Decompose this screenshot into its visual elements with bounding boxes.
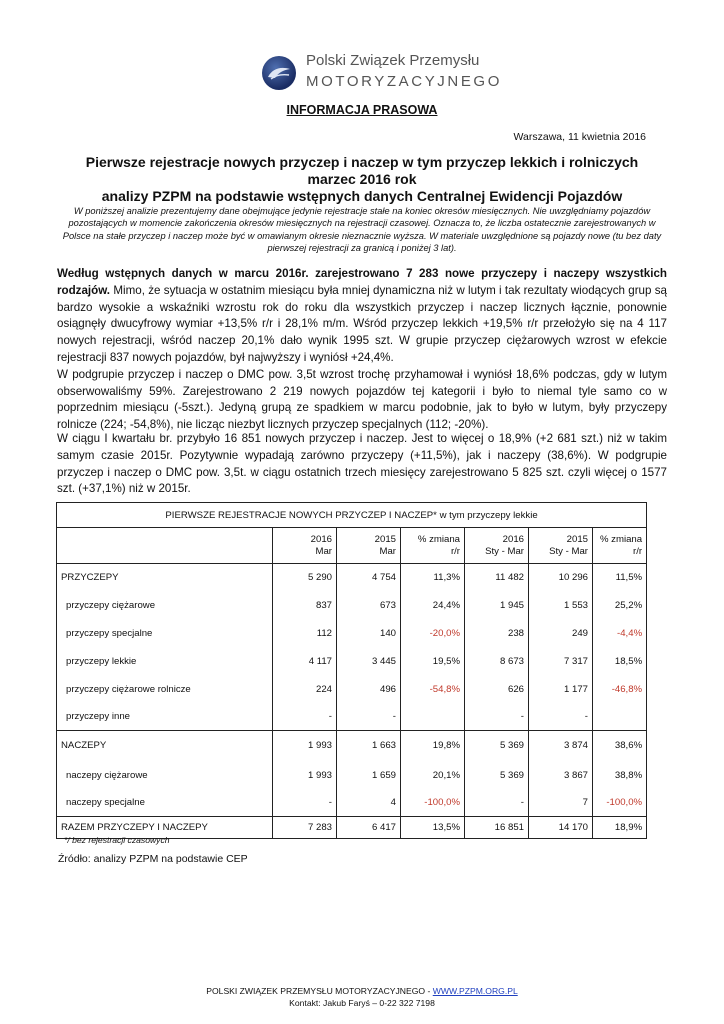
title-line-2: marzec 2016 rok — [307, 171, 417, 187]
table-cell: 11 482 — [465, 564, 529, 592]
table-cell: 238 — [465, 620, 529, 648]
column-header-line: r/r — [633, 545, 643, 557]
table-cell: 496 — [337, 676, 401, 704]
row-label: RAZEM PRZYCZEPY I NACZEPY — [57, 817, 273, 839]
column-header-line: % zmiana — [599, 533, 643, 545]
table-cell: 10 296 — [529, 564, 593, 592]
row-label: przyczepy ciężarowe rolnicze — [57, 676, 273, 704]
table-cell: -20,0% — [401, 620, 465, 648]
table-cell: 11,5% — [593, 564, 647, 592]
table-column-header — [593, 528, 647, 564]
table-cell: 1 659 — [337, 761, 401, 790]
document-date: Warszawa, 11 kwietnia 2016 — [513, 131, 646, 143]
disclaimer-note: W poniższej analizie prezentujemy dane obejmujące jedynie rejestracje stałe na koniec okresów miesięcznych. Nie uwzględniamy pojazdów pozostających w momencie zakończenia okresów miesięcznych na rejestracji czasowej. Oznacza to, że liczba ostatecznie zarejestrowanych w Polsce na stałe przyczep i naczep może być w omawianym okresie nieznacznie wyższa. W materiale uwzględnione są pojazdy nowe (tu bez daty pierwszej rejestracji za granicą i poniżej 3 lat). — [62, 206, 662, 253]
table-cell: 13,5% — [401, 817, 465, 839]
header-empty-cell — [57, 528, 273, 564]
table-row — [57, 731, 647, 761]
table-cell: 249 — [529, 620, 593, 648]
table-cell: 7 317 — [529, 648, 593, 676]
table-cell: 5 369 — [465, 761, 529, 790]
table-row — [57, 564, 647, 592]
document-title — [60, 154, 664, 188]
column-header-line: 2015 — [374, 533, 396, 545]
footer-website-link[interactable]: WWW.PZPM.ORG.PL — [432, 986, 518, 996]
table-column-header — [273, 528, 337, 564]
table-cell: 4 754 — [337, 564, 401, 592]
table-cell: 1 553 — [529, 592, 593, 620]
table-cell: 1 993 — [273, 761, 337, 790]
column-header-line: r/r — [450, 545, 460, 557]
table-footnote: */ bez rejestracji czasowych — [64, 835, 170, 845]
table-cell: - — [465, 704, 529, 731]
table-row — [57, 761, 647, 790]
table-cell: 4 — [337, 790, 401, 817]
row-label: przyczepy inne — [57, 704, 273, 731]
table-cell: - — [273, 704, 337, 731]
table-cell: 673 — [337, 592, 401, 620]
column-header-line: % zmiana — [417, 533, 460, 545]
press-release-label: INFORMACJA PRASOWA — [286, 103, 438, 117]
table-cell: 19,8% — [401, 731, 465, 761]
table-cell: 4 117 — [273, 648, 337, 676]
table-cell: 18,9% — [593, 817, 647, 839]
table-row — [57, 704, 647, 731]
table-row — [57, 676, 647, 704]
table-cell: 11,3% — [401, 564, 465, 592]
registrations-table — [56, 502, 647, 839]
column-header-line: 2015 — [566, 533, 588, 545]
table-cell: 16 851 — [465, 817, 529, 839]
table-cell: -100,0% — [401, 790, 465, 817]
paragraph-dmc-subgroup: W podgrupie przyczep i naczep o DMC pow. 3,5t wzrost trochę przyhamował i wyniósł 18,6% podczas, gdy w lutym obserwowaliśmy 59%. Zarejestrowano 2 219 nowych pojazdów tej kategorii i było to niemal tyle samo co w poprzednim miesiącu (-5szt.). Jedyną grupą ze spadkiem w marcu podobnie, jak to było w lutym, były przyczepy rolnicze (224; -54,8%), nie licząc niezbyt licznych przyczep specjalnych (112; -20%). — [57, 367, 667, 432]
document-subtitle: analizy PZPM na podstawie wstępnych danych Centralnej Ewidencji Pojazdów — [101, 188, 623, 204]
table-cell: 7 283 — [273, 817, 337, 839]
table-cell: - — [273, 790, 337, 817]
table-cell: 1 663 — [337, 731, 401, 761]
row-label: PRZYCZEPY — [57, 564, 273, 592]
table-cell: 5 369 — [465, 731, 529, 761]
table-cell: 3 874 — [529, 731, 593, 761]
row-label: przyczepy ciężarowe — [57, 592, 273, 620]
table-row — [57, 790, 647, 817]
table-cell: -100,0% — [593, 790, 647, 817]
table-cell: - — [337, 704, 401, 731]
table-cell: 140 — [337, 620, 401, 648]
paragraph-body: Mimo, że sytuacja w ostatnim miesiącu była mniej dynamiczna niż w lutym i tak rezultaty wiodących grup są bardzo wysokie a wskaźniki wzrostu rok do roku dla wszystkich przyczep i naczep licznych łącznie, ponownie osiągnęły dwucyfrowy wymiar +13,5% r/r i 28,1% m/m. Wśród przyczep lekkich +19,5% r/r przełożyło się na 4 117 nowych rejestracji, wśród naczep 20,1% dało wynik 1995 szt. W grupie przyczep ciężarowych wzrost w efekcie rejestracji 837 nowych pojazdów, był najwyższy i wyniósł +24,4%. — [57, 283, 667, 364]
row-label: naczepy ciężarowe — [57, 761, 273, 790]
footer-contact: Kontakt: Jakub Faryś – 0-22 322 7198 — [289, 998, 435, 1008]
table-cell: -46,8% — [593, 676, 647, 704]
title-line-1: Pierwsze rejestracje nowych przyczep i naczep w tym przyczep lekkich i rolniczych — [85, 154, 639, 170]
table-cell: 5 290 — [273, 564, 337, 592]
table-cell: 6 417 — [337, 817, 401, 839]
page-footer — [0, 985, 724, 1009]
table-column-header — [401, 528, 465, 564]
logo-text-line2: MOTORYZACYJNEGO — [306, 73, 502, 90]
table-cell: 3 445 — [337, 648, 401, 676]
table-cell: 112 — [273, 620, 337, 648]
table-column-header — [337, 528, 401, 564]
row-label: przyczepy specjalne — [57, 620, 273, 648]
pzpm-emblem-icon — [262, 56, 296, 90]
column-header-line: Sty - Mar — [485, 545, 524, 557]
table-cell: 7 — [529, 790, 593, 817]
logo-text-line1: Polski Związek Przemysłu — [306, 52, 480, 69]
table-cell: 1 945 — [465, 592, 529, 620]
table-cell: 38,6% — [593, 731, 647, 761]
paragraph-lead-bold: Według wstępnych danych w marcu 2016r. zarejestrowano 7 283 nowe przyczepy i naczepy wszystkich rodzajów. — [57, 267, 667, 297]
source-note: Źródło: analizy PZPM na podstawie CEP — [58, 853, 248, 865]
paragraph-q1-summary: W ciągu I kwartału br. przybyło 16 851 nowych przyczep i naczep. Jest to więcej o 18,9% (+2 681 szt.) niż w takim samym czasie 2015r. Pozytywnie wypadają zarówno przyczepy (+11,5%), jak i naczepy (38,6%). W podgrupie przyczep i naczep o DMC pow. 3,5t. w ciągu ostatnich trzech miesięcy zarejestrowano 5 825 szt. czyli więcej o 1577 szt. (+37,1%) niż w 2015r. — [57, 432, 667, 496]
table-cell: 19,5% — [401, 648, 465, 676]
table-cell: 25,2% — [593, 592, 647, 620]
row-label: przyczepy lekkie — [57, 648, 273, 676]
row-label: naczepy specjalne — [57, 790, 273, 817]
table-cell: 626 — [465, 676, 529, 704]
column-header-line: Sty - Mar — [549, 545, 588, 557]
table-cell: 14 170 — [529, 817, 593, 839]
table-cell: - — [529, 704, 593, 731]
table-cell: 20,1% — [401, 761, 465, 790]
table-cell: -4,4% — [593, 620, 647, 648]
table-cell — [593, 704, 647, 731]
column-header-line: Mar — [379, 545, 396, 557]
row-label: NACZEPY — [57, 731, 273, 761]
table-cell: 38,8% — [593, 761, 647, 790]
pzpm-logo — [262, 50, 502, 98]
table-cell: 24,4% — [401, 592, 465, 620]
table-cell: 1 177 — [529, 676, 593, 704]
table-cell: 224 — [273, 676, 337, 704]
table-cell: 3 867 — [529, 761, 593, 790]
table-cell: 18,5% — [593, 648, 647, 676]
table-row — [57, 592, 647, 620]
table-row — [57, 648, 647, 676]
paragraph-march-summary — [57, 266, 667, 434]
table-column-header — [529, 528, 593, 564]
table-cell — [401, 704, 465, 731]
footer-organization: POLSKI ZWIĄZEK PRZEMYSŁU MOTORYZACYJNEGO - — [206, 986, 433, 996]
table-cell: 8 673 — [465, 648, 529, 676]
table-column-header — [465, 528, 529, 564]
table-cell: - — [465, 790, 529, 817]
table-row — [57, 620, 647, 648]
column-header-line: 2016 — [502, 533, 524, 545]
table-cell: 1 993 — [273, 731, 337, 761]
table-cell: 837 — [273, 592, 337, 620]
column-header-line: Mar — [315, 545, 332, 557]
table-header-row — [57, 528, 647, 564]
table-cell: -54,8% — [401, 676, 465, 704]
table-caption: PIERWSZE REJESTRACJE NOWYCH PRZYCZEP I NACZEP* w tym przyczepy lekkie — [57, 503, 647, 528]
column-header-line: 2016 — [310, 533, 332, 545]
